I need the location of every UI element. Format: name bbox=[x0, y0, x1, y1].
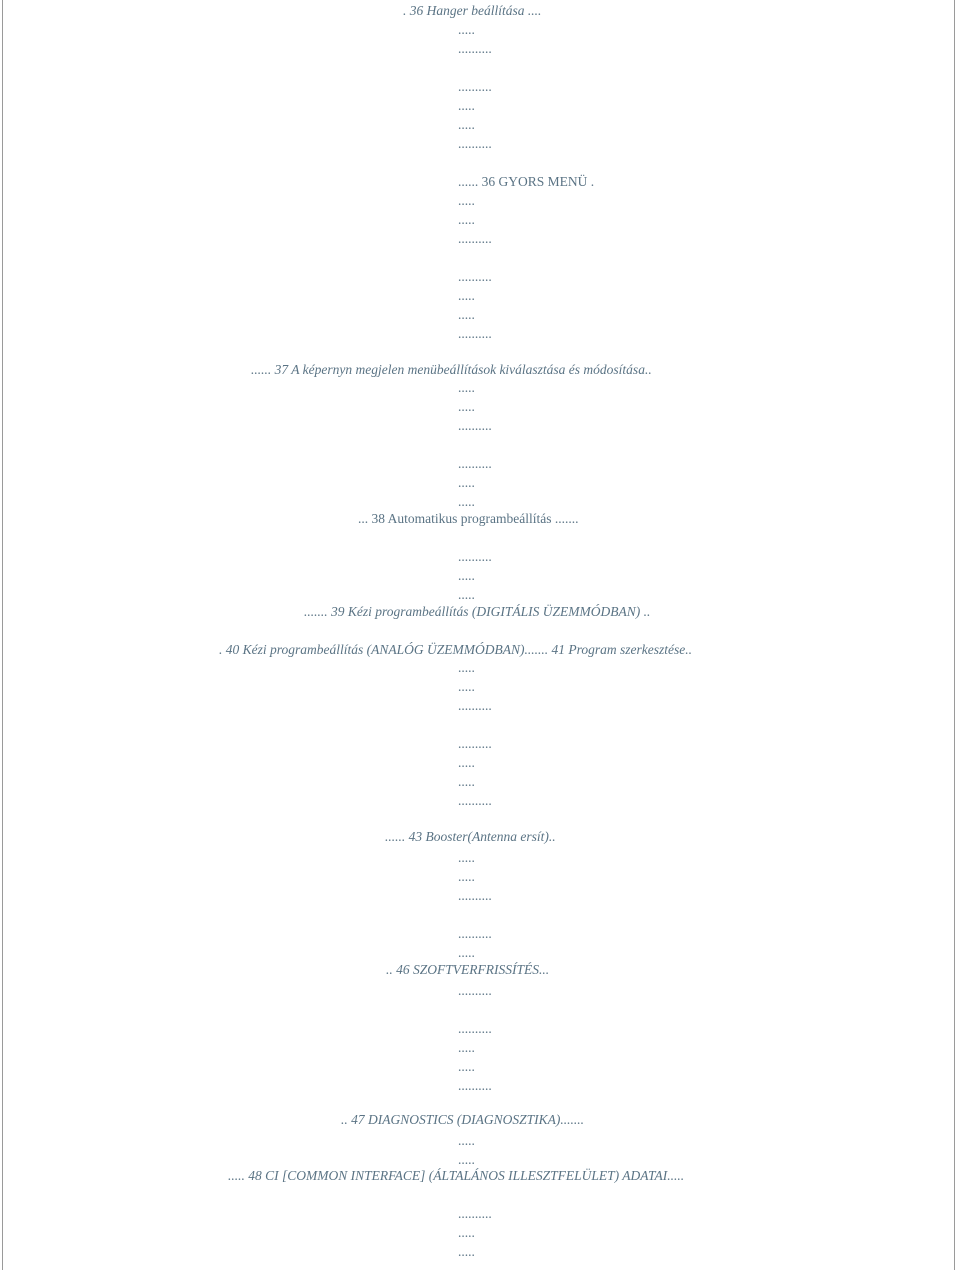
leader-dots-line: ..... bbox=[458, 1244, 475, 1259]
leader-dots-line: .......... bbox=[458, 983, 492, 998]
leader-dots-line: ..... bbox=[458, 945, 475, 960]
leader-dots-line: .......... bbox=[458, 1078, 492, 1093]
leader-dots-line: ..... bbox=[458, 1225, 475, 1240]
leader-dots-line: ..... bbox=[458, 850, 475, 865]
leader-dots-line: .......... bbox=[458, 698, 492, 713]
leader-dots-line: .......... bbox=[458, 1021, 492, 1036]
leader-dots-line: ..... bbox=[458, 869, 475, 884]
page-border-right bbox=[954, 0, 955, 1270]
toc-entry: ...... 43 Booster(Antenna ersít).. bbox=[385, 829, 556, 844]
leader-dots-line: .......... bbox=[458, 549, 492, 564]
leader-dots-line: ..... bbox=[458, 288, 475, 303]
leader-dots-line: ..... bbox=[458, 1059, 475, 1074]
leader-dots-line: .......... bbox=[458, 418, 492, 433]
leader-dots-line: ..... bbox=[458, 755, 475, 770]
leader-dots-line: ..... bbox=[458, 307, 475, 322]
toc-entry: ...... 36 GYORS MENÜ . bbox=[458, 174, 595, 189]
toc-entry: ....... 39 Kézi programbeállítás (DIGITÁLIS ÜZEMMÓDBAN) .. bbox=[304, 604, 651, 619]
leader-dots-line: .......... bbox=[458, 926, 492, 941]
leader-dots-line: ..... bbox=[458, 660, 475, 675]
toc-entry: ..... 48 CI [COMMON INTERFACE] (ÁLTALÁNOS ILLESZTFELÜLET) ADATAI..... bbox=[228, 1168, 685, 1183]
toc-entry: .. 47 DIAGNOSTICS (DIAGNOSZTIKA)....... bbox=[341, 1112, 584, 1127]
leader-dots-line: .......... bbox=[458, 456, 492, 471]
leader-dots-line: ..... bbox=[458, 98, 475, 113]
leader-dots-line: ..... bbox=[458, 193, 475, 208]
toc-entry: . 40 Kézi programbeállítás (ANALÓG ÜZEMMÓDBAN)....... 41 Program szerkesztése.. bbox=[219, 642, 692, 657]
leader-dots-line: ..... bbox=[458, 1152, 475, 1167]
leader-dots-line: .......... bbox=[458, 79, 492, 94]
leader-dots-line: ..... bbox=[458, 494, 475, 509]
leader-dots-line: ..... bbox=[458, 1040, 475, 1055]
leader-dots-line: ..... bbox=[458, 22, 475, 37]
leader-dots-line: ..... bbox=[458, 679, 475, 694]
leader-dots-line: ..... bbox=[458, 399, 475, 414]
leader-dots-line: ..... bbox=[458, 1133, 475, 1148]
toc-entry: ...... 37 A képernyn megjelen menübeállítások kiválasztása és módosítása.. bbox=[251, 362, 652, 377]
leader-dots-line: ..... bbox=[458, 774, 475, 789]
leader-dots-line: ..... bbox=[458, 568, 475, 583]
leader-dots-line: .......... bbox=[458, 269, 492, 284]
leader-dots-line: .......... bbox=[458, 136, 492, 151]
leader-dots-line: .......... bbox=[458, 41, 492, 56]
leader-dots-line: ..... bbox=[458, 587, 475, 602]
leader-dots-line: .......... bbox=[458, 326, 492, 341]
leader-dots-line: .......... bbox=[458, 1206, 492, 1221]
leader-dots-line: .......... bbox=[458, 888, 492, 903]
toc-entry: ... 38 Automatikus programbeállítás ....... bbox=[358, 511, 579, 526]
page-border-left bbox=[2, 0, 3, 1270]
leader-dots-line: ..... bbox=[458, 212, 475, 227]
leader-dots-line: .......... bbox=[458, 793, 492, 808]
leader-dots-line: ..... bbox=[458, 117, 475, 132]
leader-dots-line: .......... bbox=[458, 231, 492, 246]
toc-entry: . 36 Hanger beállítása .... bbox=[403, 3, 542, 18]
leader-dots-line: ..... bbox=[458, 475, 475, 490]
leader-dots-line: ..... bbox=[458, 380, 475, 395]
leader-dots-line: .......... bbox=[458, 736, 492, 751]
toc-entry: .. 46 SZOFTVERFRISSÍTÉS... bbox=[386, 962, 550, 977]
